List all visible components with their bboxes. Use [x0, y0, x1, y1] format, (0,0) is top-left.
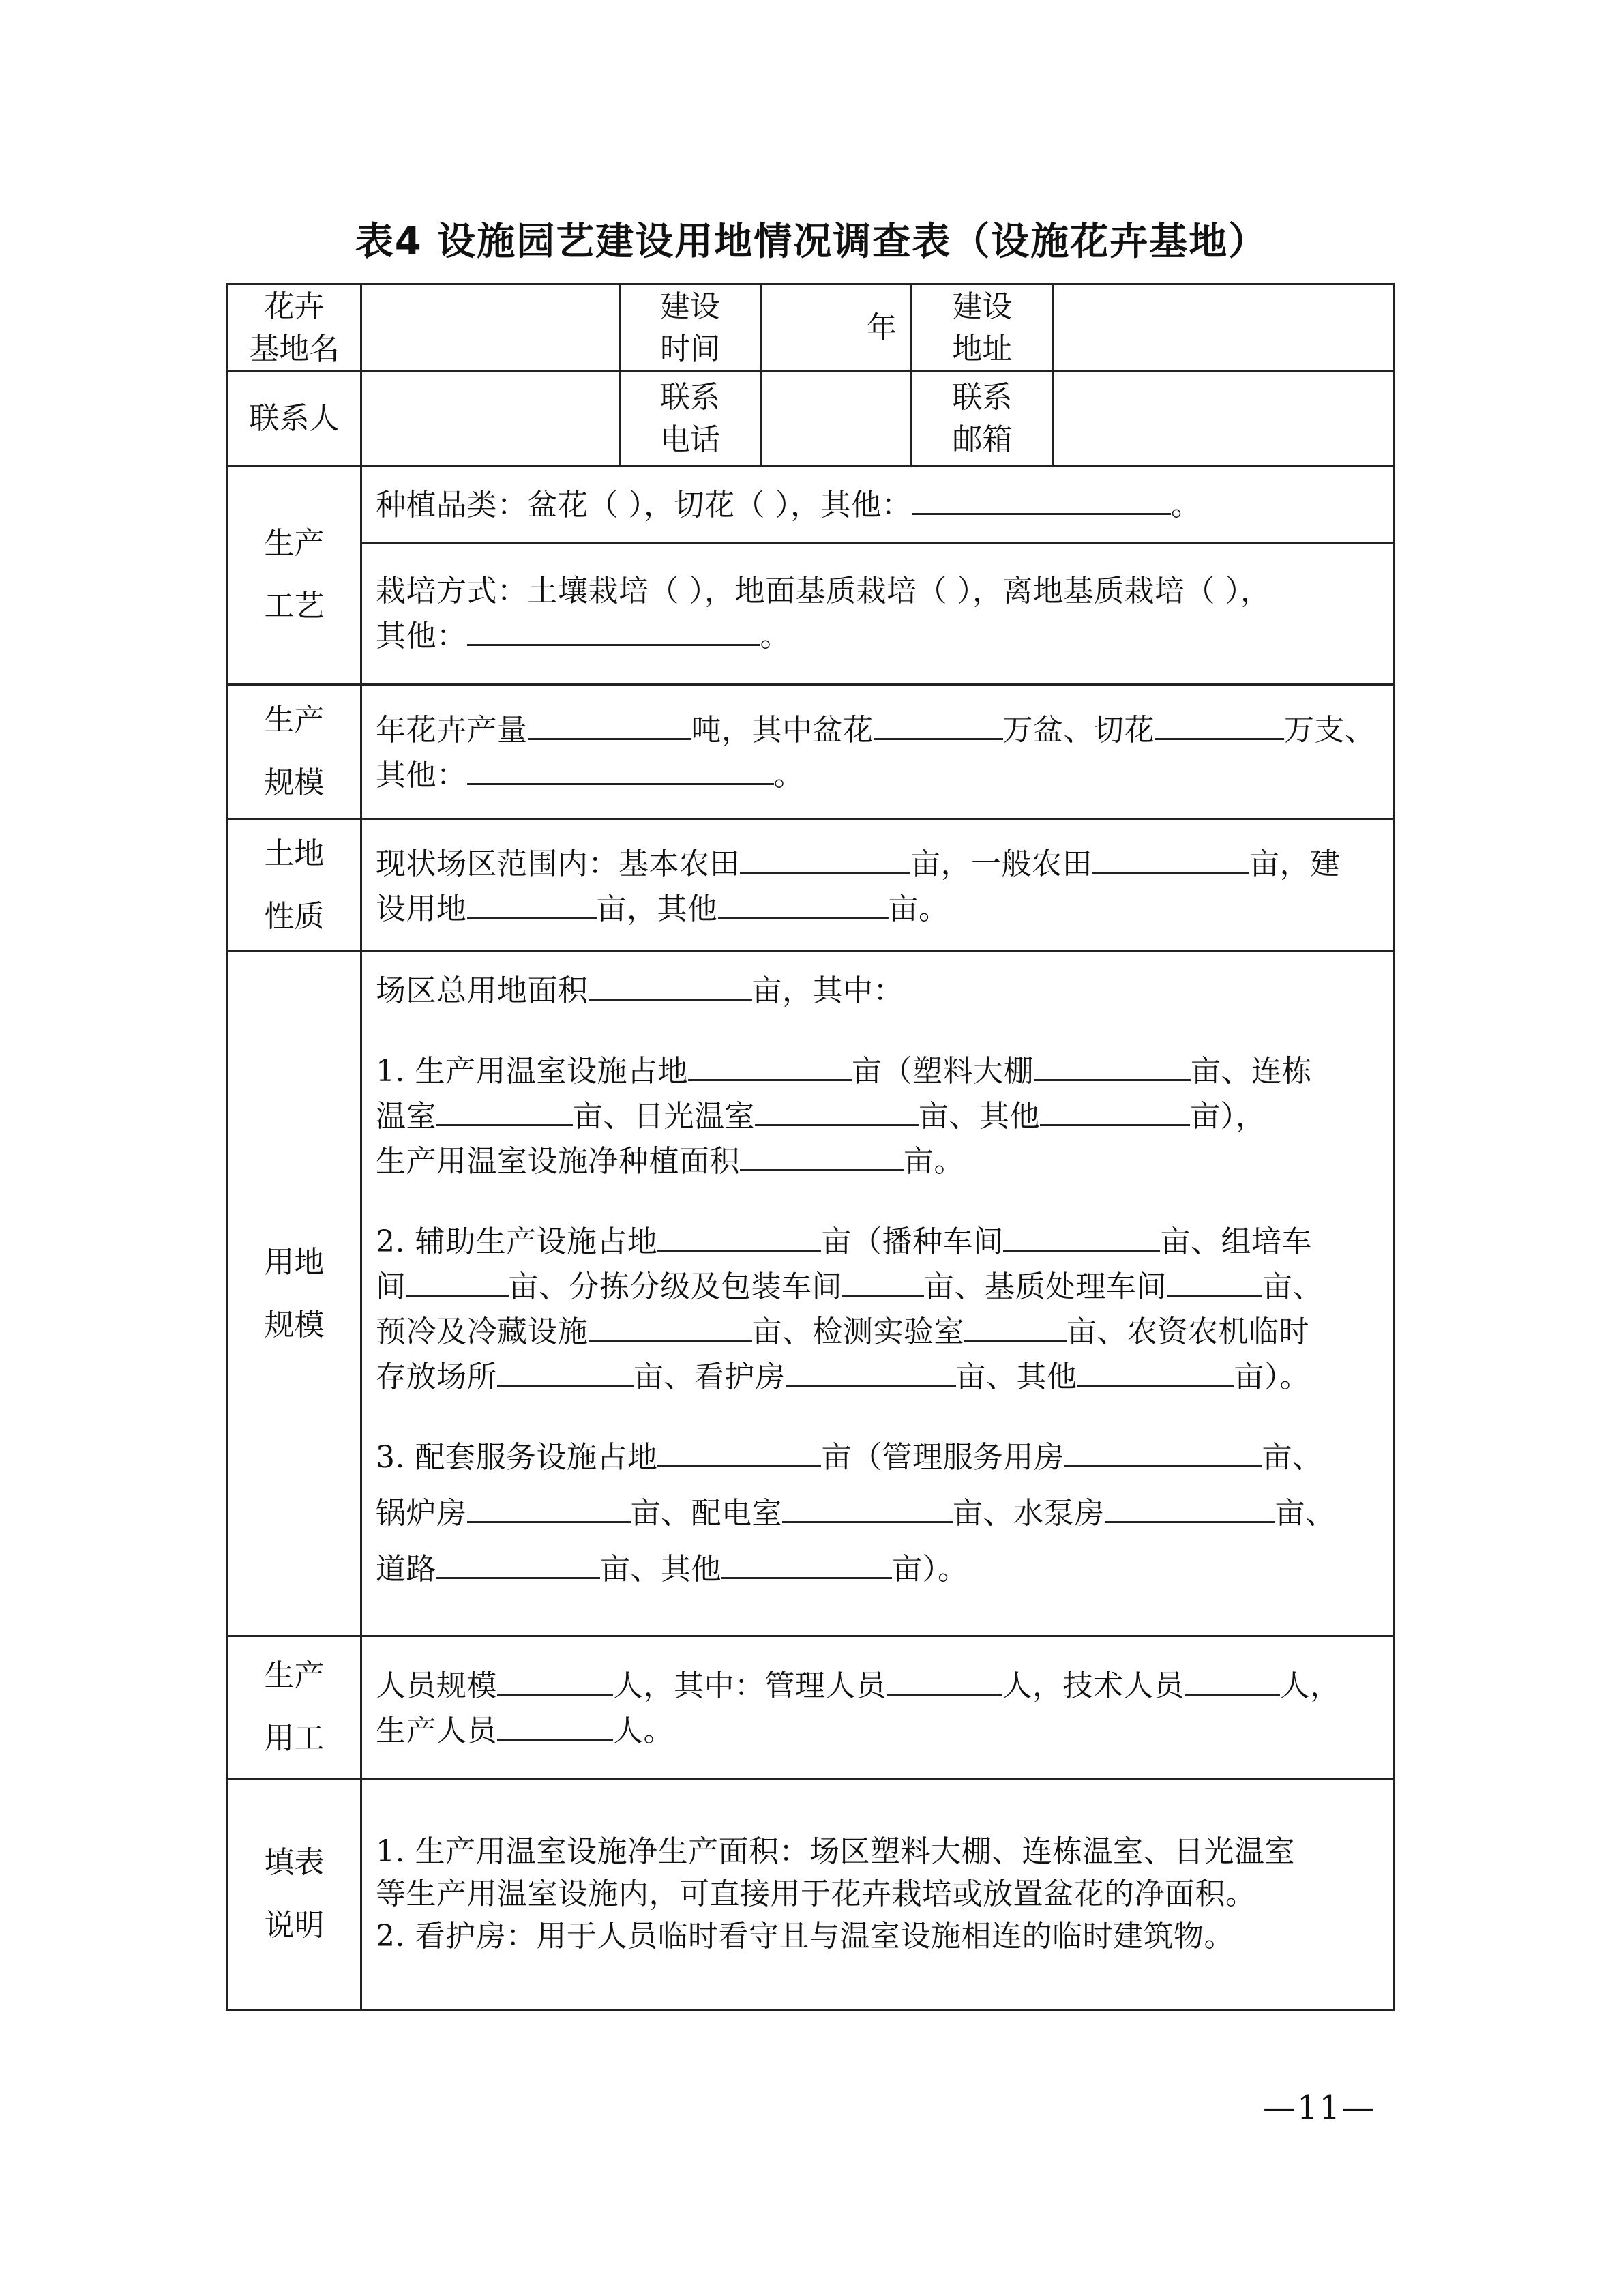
labor-line-2: 生产人员 人。	[376, 1707, 1379, 1752]
labor-cell	[361, 1636, 1394, 1779]
contact-person-label: 联系人	[228, 372, 361, 466]
production-scale-cell	[361, 685, 1394, 819]
blank-field[interactable]	[497, 1353, 634, 1387]
production-scale-line-2: 其他： 。	[376, 752, 1379, 797]
land-scale-label: 用地 规模	[228, 952, 361, 1636]
base-name-label: 花卉 基地名	[228, 284, 361, 372]
blank-field[interactable]	[786, 1353, 956, 1387]
blank-field[interactable]	[1092, 840, 1249, 874]
notes-line-3: 2. 看护房：用于人员临时看守且与温室设施相连的临时建筑物。	[376, 1919, 1234, 1954]
blank-field[interactable]	[1077, 1353, 1234, 1387]
greenhouse-line-2: 温室 亩、日光温室 亩、其他 亩），	[376, 1093, 1379, 1138]
blank-field[interactable]	[755, 1093, 919, 1126]
blank-field[interactable]	[1155, 707, 1284, 740]
base-name-field[interactable]	[361, 284, 620, 372]
contact-phone-label: 联系 电话	[620, 372, 761, 466]
service-line-2: 锅炉房 亩、配电室 亩、水泵房 亩、	[376, 1490, 1379, 1535]
cultivation-method-line: 栽培方式：土壤栽培（ ），地面基质栽培（ ），离地基质栽培（ ），	[376, 573, 1271, 608]
greenhouse-line-1: 1. 生产用温室设施占地 亩（塑料大棚 亩、连栋	[376, 1048, 1379, 1093]
blank-field[interactable]	[718, 885, 889, 919]
build-time-field[interactable]	[761, 284, 912, 372]
blank-field[interactable]	[1167, 1263, 1262, 1297]
blank-field[interactable]	[782, 1490, 953, 1523]
auxiliary-line-4: 存放场所 亩、看护房 亩、其他 亩）。	[376, 1353, 1379, 1398]
blank-field[interactable]	[1185, 1662, 1280, 1696]
contact-email-label: 联系 邮箱	[912, 372, 1054, 466]
blank-field[interactable]	[528, 707, 691, 740]
blank-field[interactable]	[721, 1546, 892, 1579]
blank-field[interactable]	[497, 1707, 613, 1741]
greenhouse-line-3: 生产用温室设施净种植面积 亩。	[376, 1138, 1379, 1183]
build-address-label: 建设 地址	[912, 284, 1054, 372]
blank-field[interactable]	[657, 1218, 821, 1252]
land-scale-intro: 场区总用地面积 亩，其中：	[376, 967, 1379, 1012]
land-nature-label: 土地 性质	[228, 819, 361, 952]
production-scale-label: 生产 规模	[228, 685, 361, 819]
land-scale-cell	[361, 952, 1394, 1636]
planting-category-cell	[361, 466, 1394, 543]
notes-row	[228, 1779, 1394, 2010]
land-nature-cell	[361, 819, 1394, 952]
blank-field[interactable]	[887, 1662, 1002, 1696]
auxiliary-line-3: 预冷及冷藏设施 亩、检测实验室 亩、农资农机临时	[376, 1308, 1379, 1353]
blank-field[interactable]	[406, 1263, 509, 1297]
page-number: —11—	[1263, 2089, 1376, 2127]
blank-field[interactable]	[1064, 1434, 1262, 1467]
blank-field[interactable]	[1034, 1048, 1191, 1081]
survey-form-table	[226, 283, 1395, 2011]
production-process-label: 生产 工艺	[228, 466, 361, 685]
blank-field[interactable]	[688, 1048, 852, 1081]
blank-field[interactable]	[1003, 1218, 1160, 1252]
blank-field[interactable]	[657, 1434, 821, 1467]
production-process-row-1	[228, 466, 1394, 543]
contact-email-field[interactable]	[1054, 372, 1394, 466]
blank-field[interactable]	[467, 885, 597, 919]
blank-field[interactable]	[436, 1546, 600, 1579]
land-nature-row	[228, 819, 1394, 952]
blank-field[interactable]	[589, 967, 752, 1001]
labor-line-1: 人员规模 人，其中：管理人员 人，技术人员 人，	[376, 1662, 1379, 1707]
header-row-1	[228, 284, 1394, 372]
production-scale-row	[228, 685, 1394, 819]
service-line-3: 道路 亩、其他 亩）。	[376, 1546, 1379, 1591]
blank-field[interactable]	[436, 1093, 573, 1126]
notes-label: 填表 说明	[228, 1779, 361, 2010]
auxiliary-line-2: 间 亩、分拣分级及包装车间 亩、基质处理车间 亩、	[376, 1263, 1379, 1308]
blank-field[interactable]	[467, 613, 760, 646]
build-time-label: 建设 时间	[620, 284, 761, 372]
notes-line-2: 等生产用温室设施内，可直接用于花卉栽培或放置盆花的净面积。	[376, 1876, 1256, 1911]
service-line-1: 3. 配套服务设施占地 亩（管理服务用房 亩、	[376, 1434, 1379, 1479]
blank-field[interactable]	[842, 1263, 924, 1297]
blank-field[interactable]	[467, 752, 774, 785]
production-process-row-2	[228, 543, 1394, 685]
blank-field[interactable]	[874, 707, 1003, 740]
planting-category-line: 种植品类：盆花（ ），切花（ ），其他： 。	[376, 482, 1379, 527]
year-unit: 年	[867, 310, 897, 345]
blank-field[interactable]	[1105, 1490, 1275, 1523]
land-nature-line-2: 设用地 亩，其他 亩。	[376, 885, 1379, 930]
blank-field[interactable]	[912, 482, 1171, 515]
blank-field[interactable]	[1040, 1093, 1190, 1126]
cultivation-method-cell	[361, 543, 1394, 685]
production-scale-line-1: 年花卉产量 吨，其中盆花 万盆、切花 万支、	[376, 707, 1379, 752]
blank-field[interactable]	[740, 840, 910, 874]
cultivation-other-line: 其他： 。	[376, 613, 1379, 658]
notes-line-1: 1. 生产用温室设施净生产面积：场区塑料大棚、连栋温室、日光温室	[376, 1834, 1295, 1869]
build-address-field[interactable]	[1054, 284, 1394, 372]
blank-field[interactable]	[740, 1138, 904, 1171]
land-scale-row	[228, 952, 1394, 1636]
blank-field[interactable]	[497, 1662, 613, 1696]
blank-field[interactable]	[467, 1490, 631, 1523]
contact-phone-field[interactable]	[761, 372, 912, 466]
labor-row	[228, 1636, 1394, 1779]
blank-field[interactable]	[589, 1308, 752, 1342]
auxiliary-line-1: 2. 辅助生产设施占地 亩（播种车间 亩、组培车	[376, 1218, 1379, 1263]
land-nature-line-1: 现状场区范围内：基本农田 亩，一般农田 亩，建	[376, 840, 1379, 885]
page-title: 表4 设施园艺建设用地情况调查表（设施花卉基地）	[355, 220, 1268, 264]
blank-field[interactable]	[964, 1308, 1067, 1342]
labor-label: 生产 用工	[228, 1636, 361, 1779]
contact-person-field[interactable]	[361, 372, 620, 466]
header-row-2	[228, 372, 1394, 466]
notes-cell	[361, 1779, 1394, 2010]
